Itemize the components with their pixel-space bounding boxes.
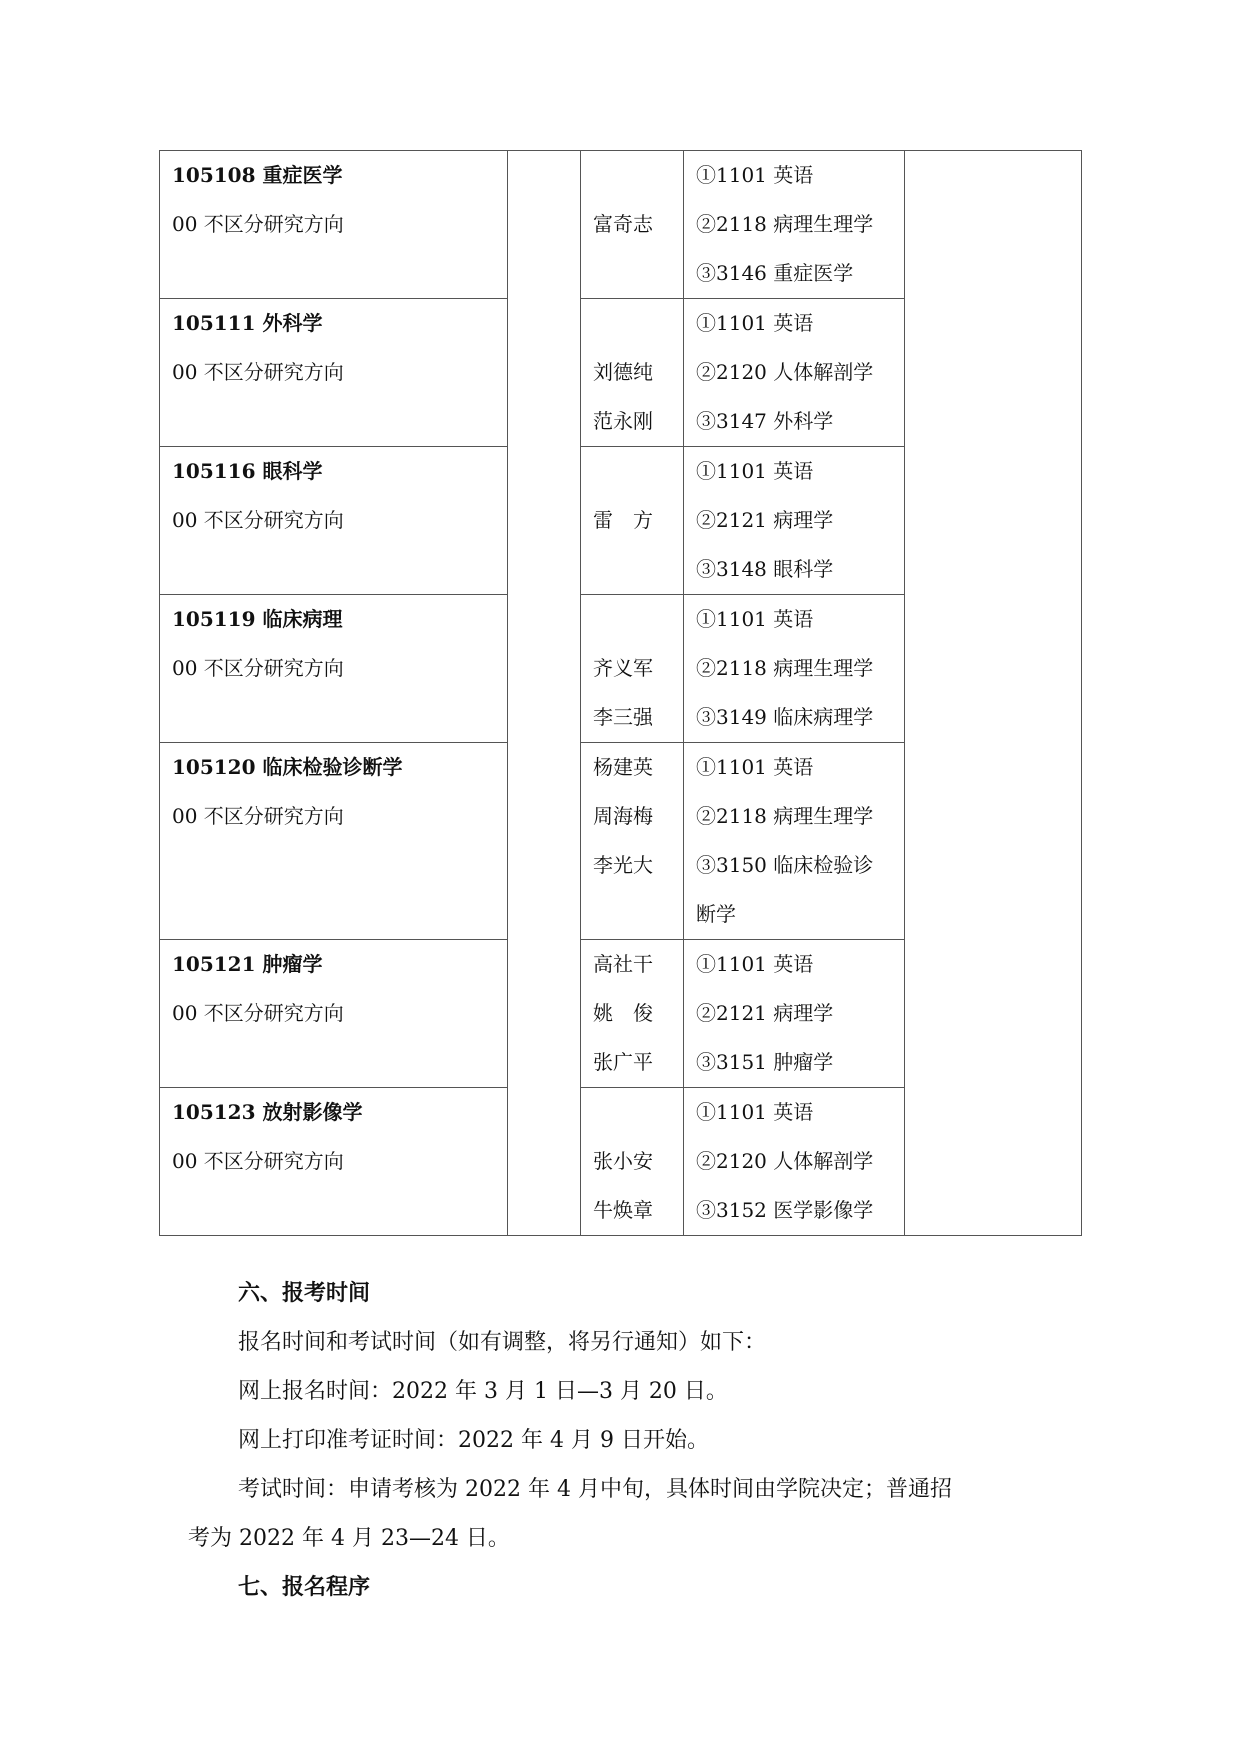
section-6-intro: 报名时间和考试时间（如有调整，将另行通知）如下： bbox=[238, 1330, 767, 1355]
tutor-name: 范永刚 bbox=[593, 409, 653, 433]
tutor-name: 齐义军 bbox=[593, 656, 653, 680]
exam-subject: ①1101 英语 bbox=[696, 952, 814, 976]
tutor-name: 富奇志 bbox=[593, 212, 653, 236]
admission-ticket-time: 网上打印准考证时间：2022 年 4 月 9 日开始。 bbox=[238, 1428, 709, 1453]
exam-subject: ①1101 英语 bbox=[696, 1100, 814, 1124]
exam-subject: ①1101 英语 bbox=[696, 459, 814, 483]
program-name: 105123 放射影像学 bbox=[172, 1100, 363, 1124]
tutor-name: 李光大 bbox=[593, 853, 653, 877]
exam-time-line-2: 考为 2022 年 4 月 23—24 日。 bbox=[188, 1526, 510, 1551]
program-cell bbox=[160, 299, 508, 447]
exam-subject: ①1101 英语 bbox=[696, 755, 814, 779]
tutor-cell bbox=[581, 151, 684, 299]
program-cell bbox=[160, 447, 508, 595]
tutor-cell bbox=[581, 940, 684, 1088]
blank-column-cell bbox=[508, 151, 581, 1236]
programs-table bbox=[159, 150, 1082, 1236]
exam-subject: ③3152 医学影像学 bbox=[696, 1198, 874, 1222]
program-cell bbox=[160, 1088, 508, 1236]
exam-subject: ①1101 英语 bbox=[696, 607, 814, 631]
program-name: 105108 重症医学 bbox=[172, 163, 343, 187]
exam-subject: ②2120 人体解剖学 bbox=[696, 360, 874, 384]
exam-subject: ③3147 外科学 bbox=[696, 409, 834, 433]
table-row bbox=[160, 151, 1082, 299]
tutor-name: 雷 方 bbox=[593, 508, 653, 532]
tutor-name: 张广平 bbox=[593, 1050, 653, 1074]
exam-cell bbox=[684, 1088, 905, 1236]
tutor-name: 刘德纯 bbox=[593, 360, 653, 384]
program-cell bbox=[160, 151, 508, 299]
exam-cell bbox=[684, 595, 905, 743]
program-cell bbox=[160, 595, 508, 743]
program-cell bbox=[160, 743, 508, 940]
research-direction: 00 不区分研究方向 bbox=[172, 1001, 344, 1025]
exam-subject: ③3150 临床检验诊 bbox=[696, 853, 874, 877]
exam-cell bbox=[684, 447, 905, 595]
tutor-name: 李三强 bbox=[593, 705, 653, 729]
exam-cell bbox=[684, 299, 905, 447]
program-name: 105116 眼科学 bbox=[172, 459, 323, 483]
exam-cell bbox=[684, 151, 905, 299]
tutor-name: 杨建英 bbox=[593, 755, 653, 779]
exam-subject: ②2118 病理生理学 bbox=[696, 212, 874, 236]
research-direction: 00 不区分研究方向 bbox=[172, 804, 344, 828]
exam-time-line-1: 考试时间：申请考核为 2022 年 4 月中旬，具体时间由学院决定；普通招 bbox=[238, 1477, 952, 1502]
exam-subject: ③3146 重症医学 bbox=[696, 261, 854, 285]
exam-subject: ①1101 英语 bbox=[696, 163, 814, 187]
exam-subject: ②2120 人体解剖学 bbox=[696, 1149, 874, 1173]
exam-subject: ②2121 病理学 bbox=[696, 1001, 834, 1025]
tutor-cell bbox=[581, 743, 684, 940]
research-direction: 00 不区分研究方向 bbox=[172, 212, 344, 236]
section-7-heading: 七、报名程序 bbox=[238, 1574, 371, 1600]
program-name: 105111 外科学 bbox=[172, 311, 323, 335]
exam-subject: ③3148 眼科学 bbox=[696, 557, 834, 581]
program-name: 105119 临床病理 bbox=[172, 607, 343, 631]
tutor-name: 牛焕章 bbox=[593, 1198, 653, 1222]
blank-column-cell bbox=[905, 151, 1082, 1236]
tutor-name: 高社干 bbox=[593, 952, 653, 976]
exam-cell bbox=[684, 940, 905, 1088]
tutor-cell bbox=[581, 447, 684, 595]
research-direction: 00 不区分研究方向 bbox=[172, 360, 344, 384]
tutor-name: 张小安 bbox=[593, 1149, 653, 1173]
tutor-cell bbox=[581, 1088, 684, 1236]
exam-subject: ③3151 肿瘤学 bbox=[696, 1050, 834, 1074]
exam-subject: ②2118 病理生理学 bbox=[696, 804, 874, 828]
exam-subject: ③3149 临床病理学 bbox=[696, 705, 874, 729]
research-direction: 00 不区分研究方向 bbox=[172, 1149, 344, 1173]
tutor-cell bbox=[581, 595, 684, 743]
program-cell bbox=[160, 940, 508, 1088]
research-direction: 00 不区分研究方向 bbox=[172, 508, 344, 532]
online-registration-time: 网上报名时间：2022 年 3 月 1 日—3 月 20 日。 bbox=[238, 1379, 728, 1404]
program-name: 105121 肿瘤学 bbox=[172, 952, 323, 976]
section-6-heading: 六、报考时间 bbox=[238, 1280, 371, 1306]
research-direction: 00 不区分研究方向 bbox=[172, 656, 344, 680]
program-name: 105120 临床检验诊断学 bbox=[172, 755, 403, 779]
exam-subject: 断学 bbox=[696, 902, 736, 926]
exam-subject: ①1101 英语 bbox=[696, 311, 814, 335]
tutor-name: 周海梅 bbox=[593, 804, 653, 828]
tutor-cell bbox=[581, 299, 684, 447]
exam-subject: ②2121 病理学 bbox=[696, 508, 834, 532]
exam-cell bbox=[684, 743, 905, 940]
exam-subject: ②2118 病理生理学 bbox=[696, 656, 874, 680]
tutor-name: 姚 俊 bbox=[593, 1001, 653, 1025]
